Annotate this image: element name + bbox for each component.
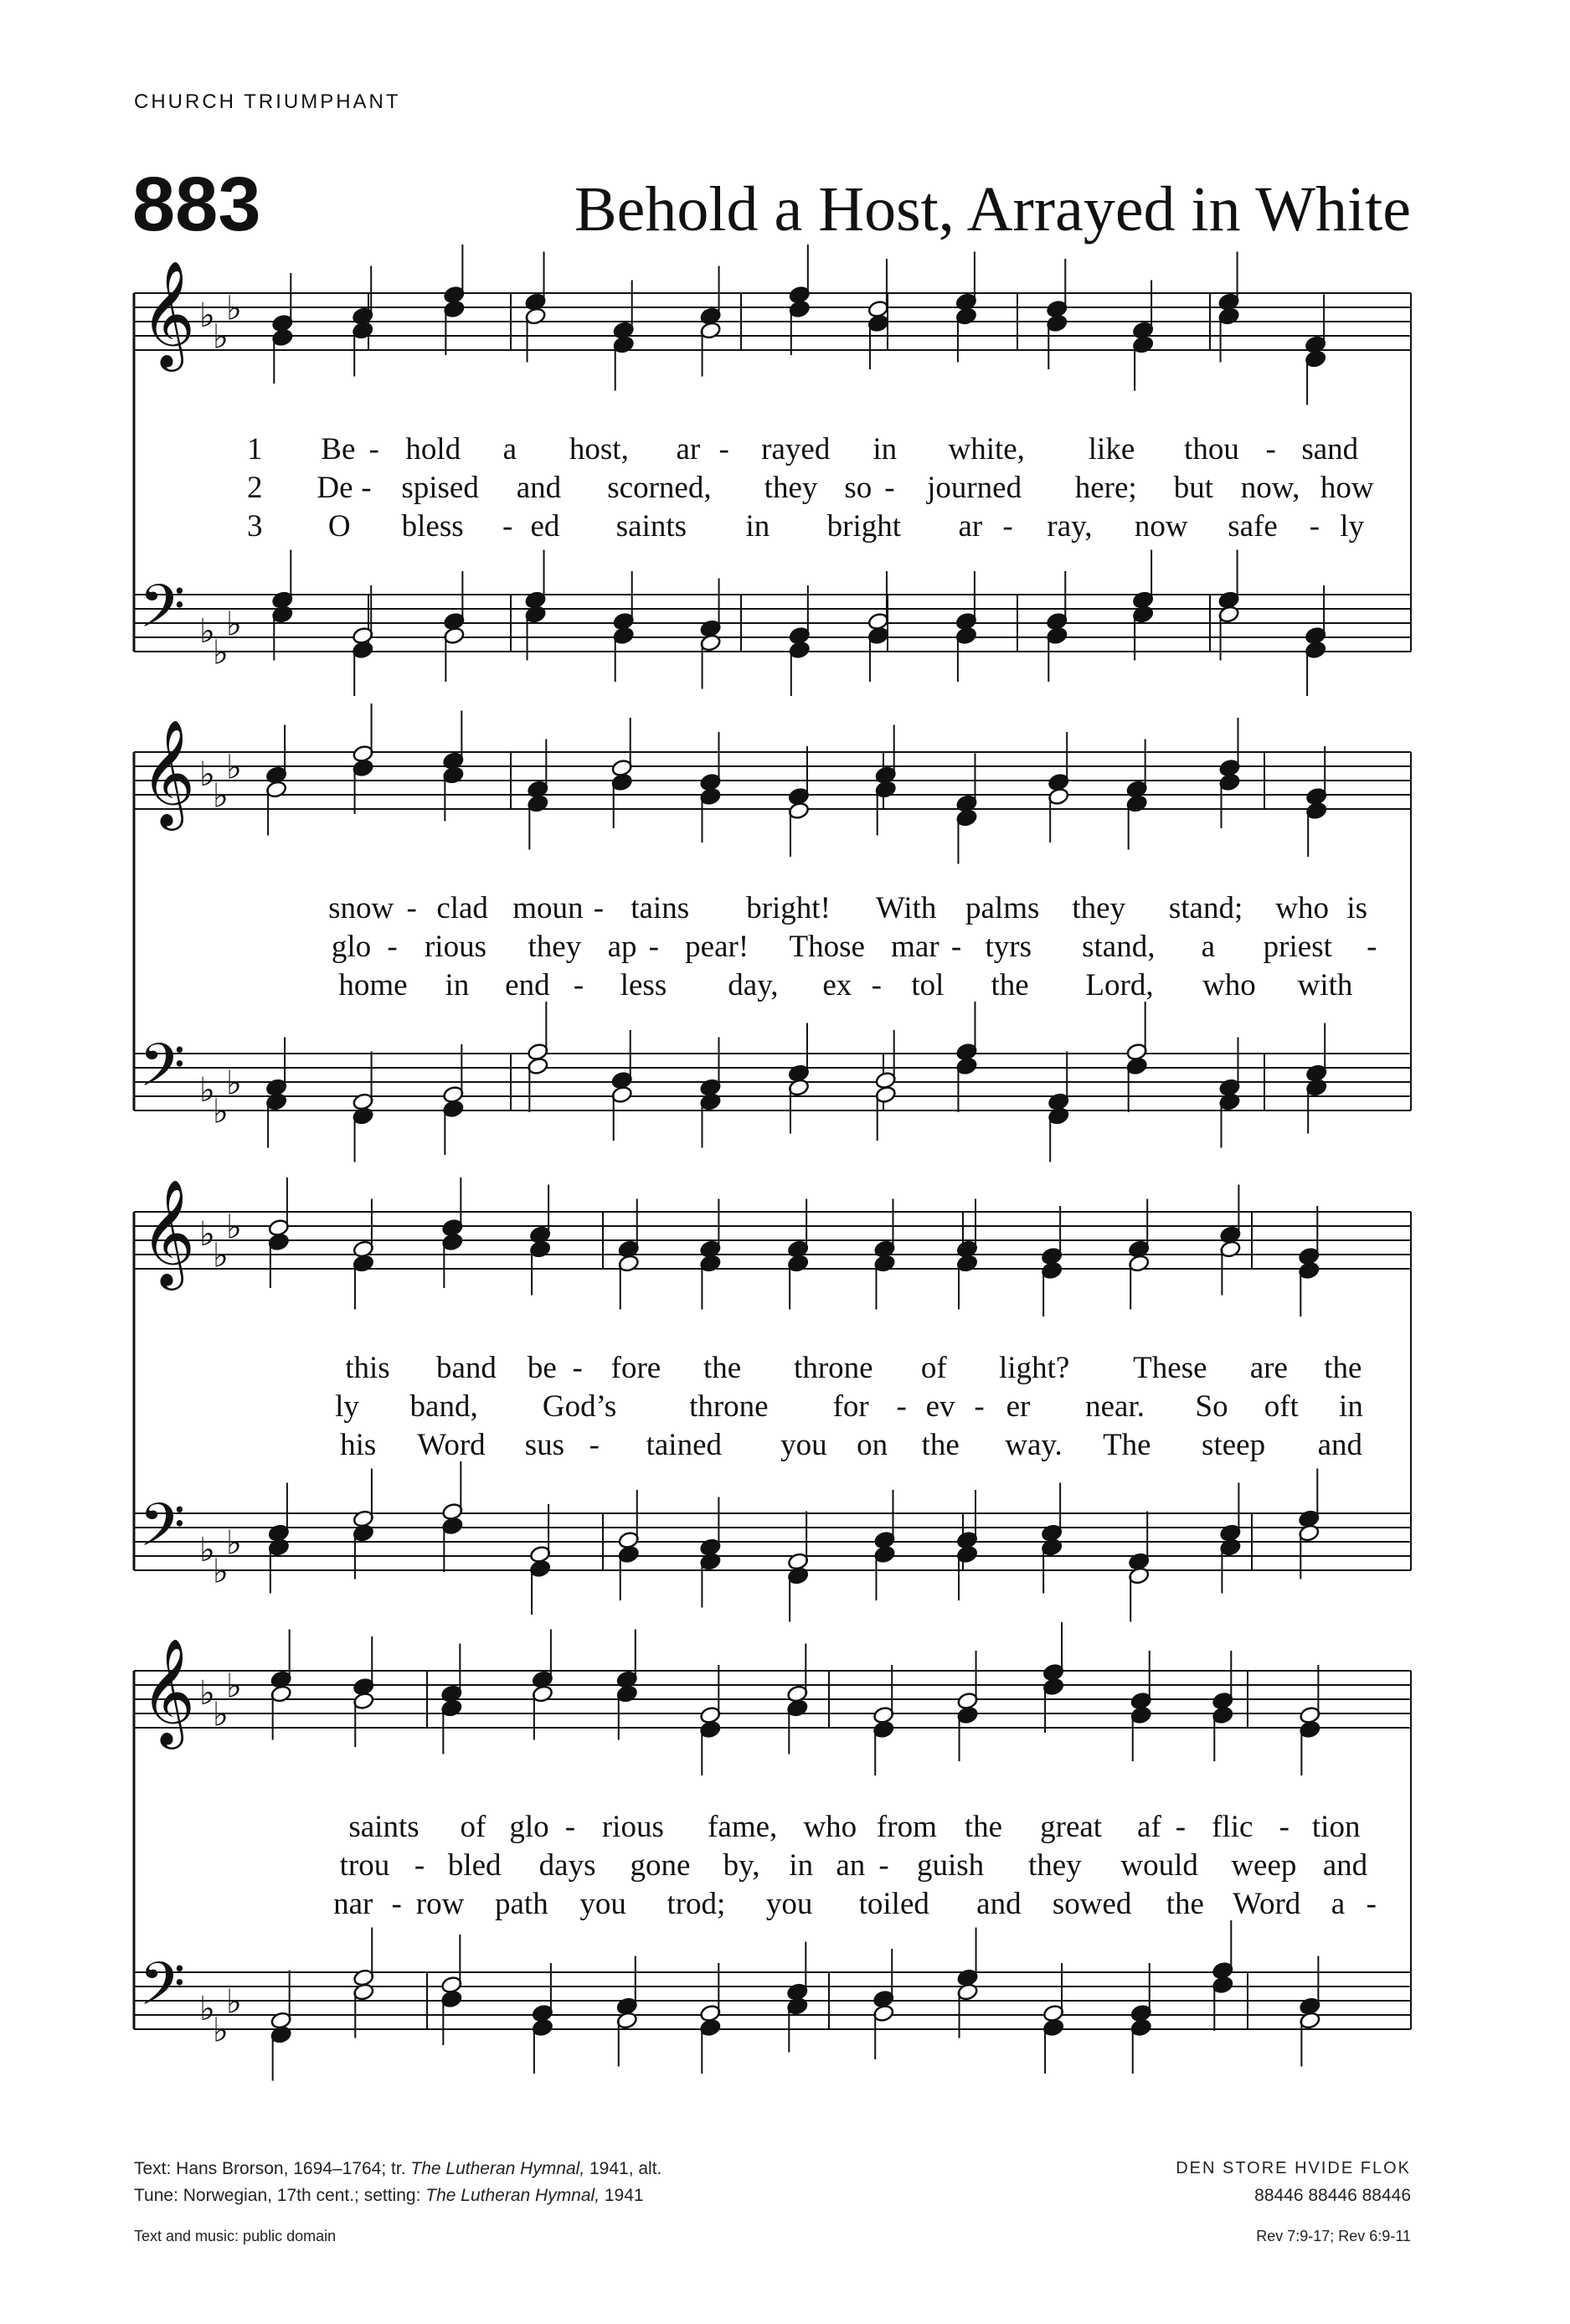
lyric-syllable: they bbox=[1027, 1848, 1082, 1883]
lyric-syllable: Be bbox=[321, 432, 356, 466]
lyric-syllable: are bbox=[1249, 1351, 1288, 1385]
lyric-line bbox=[0, 1886, 1570, 1925]
syllable-hyphen: - bbox=[1279, 1810, 1289, 1844]
lyric-syllable: ar bbox=[958, 509, 983, 544]
syllable-hyphen: - bbox=[573, 968, 584, 1002]
lyric-syllable: now bbox=[1134, 509, 1188, 544]
lyric-syllable: his bbox=[340, 1428, 377, 1462]
lyric-syllable: glo bbox=[509, 1810, 549, 1844]
lyric-syllable: stand, bbox=[1082, 930, 1156, 964]
lyric-syllable: ap bbox=[607, 930, 637, 964]
lyric-syllable: how bbox=[1320, 471, 1374, 505]
lyric-syllable: steep bbox=[1202, 1428, 1266, 1462]
lyric-syllable: they bbox=[528, 930, 582, 964]
lyric-syllable: host, bbox=[569, 432, 629, 466]
lyric-syllable: in bbox=[789, 1848, 814, 1883]
hymn-number: 883 bbox=[132, 162, 261, 247]
lyric-syllable: on bbox=[857, 1428, 888, 1462]
lyric-line bbox=[0, 890, 1570, 929]
lyric-syllable: by, bbox=[723, 1848, 760, 1883]
lyric-syllable: bled bbox=[447, 1848, 502, 1883]
lyric-syllable: De bbox=[317, 471, 353, 505]
lyric-syllable: is bbox=[1346, 891, 1368, 925]
lyric-syllable: the bbox=[921, 1428, 960, 1462]
tune-credit-suffix: 1941 bbox=[600, 2186, 644, 2205]
lyric-syllable: ed bbox=[530, 509, 560, 544]
lyric-syllable: ray, bbox=[1047, 509, 1093, 544]
syllable-hyphen: - bbox=[1265, 432, 1276, 466]
lyric-syllable: of bbox=[460, 1810, 486, 1844]
text-credit-source: The Lutheran Hymnal, bbox=[410, 2159, 585, 2178]
lyric-syllable: toiled bbox=[858, 1887, 929, 1921]
lyric-syllable: home bbox=[338, 968, 408, 1002]
flat-icon: ♭ bbox=[213, 2011, 229, 2050]
lyric-syllable: tyrs bbox=[985, 930, 1032, 964]
flat-icon: ♭ bbox=[199, 1674, 215, 1713]
flat-icon: ♭ bbox=[199, 1215, 215, 1254]
lyric-syllable: days bbox=[538, 1848, 596, 1883]
lyric-syllable: who bbox=[1275, 891, 1329, 925]
lyric-line bbox=[0, 1809, 1570, 1847]
lyric-syllable: journed bbox=[927, 471, 1022, 505]
lyric-syllable: ly bbox=[335, 1389, 359, 1424]
lyric-syllable: weep bbox=[1231, 1848, 1297, 1883]
lyric-syllable: near. bbox=[1085, 1389, 1145, 1424]
lyric-line bbox=[0, 929, 1570, 967]
lyric-syllable: a bbox=[502, 432, 517, 466]
lyric-syllable: ar bbox=[676, 432, 701, 466]
lyric-syllable: Lord, bbox=[1085, 968, 1154, 1002]
lyric-line bbox=[0, 470, 1570, 508]
lyric-syllable: scorned, bbox=[607, 471, 712, 505]
copyright: Text and music: public domain bbox=[134, 2228, 337, 2244]
tune-credit bbox=[134, 2186, 644, 2206]
flat-icon: ♭ bbox=[226, 1982, 242, 2022]
syllable-hyphen: - bbox=[1002, 509, 1013, 544]
lyric-syllable: path bbox=[494, 1887, 548, 1921]
lyric-syllable: safe bbox=[1228, 509, 1278, 544]
flat-icon: ♭ bbox=[199, 1531, 215, 1569]
lyric-syllable: way. bbox=[1005, 1428, 1063, 1462]
verse-number: 3 bbox=[247, 509, 263, 544]
lyric-syllable: moun bbox=[512, 891, 584, 925]
flat-icon: ♭ bbox=[213, 1092, 229, 1131]
lyric-line bbox=[0, 1847, 1570, 1886]
lyric-syllable: rious bbox=[424, 930, 486, 964]
lyric-syllable: less bbox=[620, 968, 667, 1002]
bass-clef-icon: 𝄢 bbox=[139, 1031, 186, 1115]
lyric-syllable: the bbox=[991, 968, 1029, 1002]
syllable-hyphen: - bbox=[593, 891, 605, 925]
lyric-syllable: great bbox=[1040, 1810, 1103, 1844]
lyric-syllable: priest bbox=[1263, 930, 1332, 964]
lyric-syllable: clad bbox=[436, 891, 488, 925]
lyric-line bbox=[0, 1350, 1570, 1389]
lyric-syllable: the bbox=[964, 1810, 1003, 1844]
flat-icon: ♭ bbox=[226, 748, 242, 787]
lyric-syllable: These bbox=[1133, 1351, 1207, 1385]
lyric-syllable: spised bbox=[401, 471, 479, 505]
lyric-syllable: throne bbox=[794, 1351, 873, 1385]
flat-icon: ♭ bbox=[213, 317, 229, 357]
syllable-hyphen: - bbox=[1367, 930, 1377, 964]
lyric-syllable: trou bbox=[339, 1848, 390, 1883]
lyric-syllable: fore bbox=[610, 1351, 661, 1385]
lyric-syllable: from bbox=[876, 1810, 937, 1844]
lyric-syllable: tion bbox=[1311, 1810, 1361, 1844]
flat-icon: ♭ bbox=[213, 776, 229, 816]
lyric-syllable: but bbox=[1173, 471, 1214, 505]
lyric-syllable: The bbox=[1103, 1428, 1151, 1462]
lyric-syllable: an bbox=[836, 1848, 866, 1883]
lyric-syllable: glo bbox=[331, 930, 372, 964]
lyric-syllable: rayed bbox=[761, 432, 831, 466]
lyric-syllable: Word bbox=[417, 1428, 486, 1462]
hymn-title: Behold a Host, Arrayed in White bbox=[574, 174, 1411, 245]
flat-icon: ♭ bbox=[226, 1208, 242, 1247]
lyric-syllable: tains bbox=[631, 891, 690, 925]
lyric-syllable: saints bbox=[348, 1810, 420, 1844]
lyric-syllable: er bbox=[1006, 1389, 1031, 1424]
syllable-hyphen: - bbox=[1309, 509, 1320, 544]
treble-clef-icon: 𝄞 bbox=[141, 719, 196, 826]
lyric-syllable: of bbox=[920, 1351, 947, 1385]
lyric-syllable: in bbox=[445, 968, 470, 1002]
lyric-syllable: you bbox=[579, 1887, 626, 1921]
lyric-syllable: row bbox=[415, 1887, 465, 1921]
tune-credit-prefix: Tune: Norwegian, 17th cent.; setting: bbox=[134, 2186, 426, 2205]
lyric-syllable: who bbox=[803, 1810, 857, 1844]
lyric-syllable: light? bbox=[999, 1351, 1070, 1385]
lyric-syllable: With bbox=[875, 891, 937, 925]
lyric-syllable: like bbox=[1088, 432, 1135, 466]
syllable-hyphen: - bbox=[589, 1428, 600, 1462]
lyric-syllable: fame, bbox=[708, 1810, 778, 1844]
lyric-syllable: who bbox=[1202, 968, 1256, 1002]
lyric-syllable: So bbox=[1195, 1389, 1228, 1424]
flat-icon: ♭ bbox=[199, 612, 215, 651]
lyric-line bbox=[0, 431, 1570, 470]
syllable-hyphen: - bbox=[564, 1810, 576, 1844]
syllable-hyphen: - bbox=[572, 1351, 583, 1385]
lyric-syllable: mar bbox=[891, 930, 939, 964]
flat-icon: ♭ bbox=[226, 605, 242, 644]
section-label: CHURCH TRIUMPHANT bbox=[134, 90, 401, 113]
scripture: Rev 7:9-17; Rev 6:9-11 bbox=[1256, 2228, 1411, 2244]
lyric-syllable: you bbox=[780, 1428, 827, 1462]
lyric-syllable: Those bbox=[789, 930, 865, 964]
text-credit-prefix: Text: Hans Brorson, 1694–1764; tr. bbox=[134, 2159, 411, 2178]
lyric-syllable: so bbox=[844, 471, 873, 505]
lyric-syllable: in bbox=[745, 509, 770, 544]
lyric-syllable: tol bbox=[911, 968, 945, 1002]
syllable-hyphen: - bbox=[648, 930, 659, 964]
syllable-hyphen: - bbox=[361, 471, 372, 505]
syllable-hyphen: - bbox=[406, 891, 417, 925]
verse-number: 2 bbox=[247, 471, 263, 505]
syllable-hyphen: - bbox=[502, 509, 513, 544]
lyric-syllable: bright bbox=[826, 509, 902, 544]
syllable-hyphen: - bbox=[974, 1389, 985, 1424]
lyric-syllable: for bbox=[832, 1389, 869, 1424]
meter: 88446 88446 88446 bbox=[1254, 2186, 1411, 2205]
lyric-syllable: band bbox=[435, 1351, 497, 1385]
flat-icon: ♭ bbox=[199, 296, 215, 335]
lyric-syllable: af bbox=[1137, 1810, 1161, 1844]
lyric-syllable: a bbox=[1331, 1887, 1346, 1921]
lyric-syllable: they bbox=[1072, 891, 1126, 925]
lyric-syllable: and bbox=[976, 1887, 1022, 1921]
lyric-syllable: here; bbox=[1074, 471, 1137, 505]
lyric-syllable: you bbox=[765, 1887, 813, 1921]
lyric-syllable: guish bbox=[916, 1848, 985, 1883]
tune-name: DEN STORE HVIDE FLOK bbox=[1176, 2159, 1411, 2177]
syllable-hyphen: - bbox=[387, 930, 398, 964]
lyric-syllable: this bbox=[345, 1351, 390, 1385]
syllable-hyphen: - bbox=[391, 1887, 402, 1921]
treble-clef-icon: 𝄞 bbox=[141, 1637, 196, 1744]
lyric-syllable: snow bbox=[328, 891, 394, 925]
lyric-syllable: band, bbox=[409, 1389, 478, 1424]
lyric-syllable: bless bbox=[401, 509, 464, 544]
flat-icon: ♭ bbox=[213, 1695, 229, 1734]
lyric-syllable: end bbox=[505, 968, 550, 1002]
syllable-hyphen: - bbox=[368, 432, 379, 466]
flat-icon: ♭ bbox=[199, 1071, 215, 1110]
lyric-syllable: flic bbox=[1212, 1810, 1253, 1844]
syllable-hyphen: - bbox=[414, 1848, 425, 1883]
flat-icon: ♭ bbox=[226, 1523, 242, 1563]
lyric-syllable: and bbox=[1322, 1848, 1368, 1883]
lyric-syllable: day, bbox=[728, 968, 779, 1002]
syllable-hyphen: - bbox=[878, 1848, 889, 1883]
lyric-syllable: the bbox=[703, 1351, 742, 1385]
lyric-syllable: hold bbox=[405, 432, 461, 466]
treble-clef-icon: 𝄞 bbox=[141, 1178, 196, 1286]
tune-credit-source: The Lutheran Hymnal, bbox=[425, 2186, 600, 2205]
lyric-syllable: a bbox=[1201, 930, 1216, 964]
flat-icon: ♭ bbox=[213, 1552, 229, 1591]
lyric-syllable: the bbox=[1324, 1351, 1362, 1385]
bass-clef-icon: 𝄢 bbox=[139, 1950, 186, 2033]
flat-icon: ♭ bbox=[199, 755, 215, 794]
lyric-syllable: ly bbox=[1340, 509, 1365, 544]
lyric-syllable: Word bbox=[1233, 1887, 1301, 1921]
verse-number: 1 bbox=[247, 432, 263, 466]
flat-icon: ♭ bbox=[213, 633, 229, 672]
lyric-syllable: stand; bbox=[1168, 891, 1243, 925]
lyric-syllable: thou bbox=[1184, 432, 1239, 466]
lyric-syllable: the bbox=[1166, 1887, 1204, 1921]
lyric-syllable: sus bbox=[524, 1428, 564, 1462]
flat-icon: ♭ bbox=[226, 289, 242, 328]
syllable-hyphen: - bbox=[718, 432, 729, 466]
lyric-syllable: tained bbox=[646, 1428, 722, 1462]
bass-clef-icon: 𝄢 bbox=[139, 1491, 186, 1574]
lyric-syllable: ex bbox=[822, 968, 852, 1002]
lyric-line bbox=[0, 1389, 1570, 1427]
lyric-syllable: sowed bbox=[1052, 1887, 1132, 1921]
lyric-syllable: bright! bbox=[746, 891, 831, 925]
syllable-hyphen: - bbox=[896, 1389, 907, 1424]
lyric-syllable: ev bbox=[925, 1389, 955, 1424]
lyric-syllable: and bbox=[1317, 1428, 1362, 1462]
lyric-syllable: white, bbox=[948, 432, 1025, 466]
lyric-syllable: throne bbox=[689, 1389, 769, 1424]
lyric-syllable: God’s bbox=[542, 1389, 617, 1424]
lyric-syllable: they bbox=[764, 471, 818, 505]
flat-icon: ♭ bbox=[226, 1667, 242, 1706]
lyric-syllable: with bbox=[1297, 968, 1353, 1002]
lyric-syllable: palms bbox=[965, 891, 1040, 925]
text-credit-suffix: 1941, alt. bbox=[584, 2159, 662, 2178]
flat-icon: ♭ bbox=[226, 1064, 242, 1103]
lyric-line bbox=[0, 967, 1570, 1006]
lyric-syllable: trod; bbox=[667, 1887, 726, 1921]
bass-clef-icon: 𝄢 bbox=[139, 572, 186, 656]
lyric-syllable: gone bbox=[630, 1848, 691, 1883]
lyric-syllable: in bbox=[873, 432, 898, 466]
lyric-line bbox=[0, 1427, 1570, 1466]
lyric-syllable: nar bbox=[333, 1887, 373, 1921]
syllable-hyphen: - bbox=[1175, 1810, 1187, 1844]
flat-icon: ♭ bbox=[213, 1236, 229, 1275]
lyric-syllable: saints bbox=[615, 509, 687, 544]
syllable-hyphen: - bbox=[884, 471, 895, 505]
lyric-syllable: pear! bbox=[685, 930, 749, 964]
lyric-syllable: rious bbox=[601, 1810, 664, 1844]
lyric-line bbox=[0, 508, 1570, 547]
treble-clef-icon: 𝄞 bbox=[141, 260, 196, 367]
syllable-hyphen: - bbox=[950, 930, 962, 964]
text-credit bbox=[134, 2159, 661, 2179]
lyric-syllable: now, bbox=[1240, 471, 1300, 505]
lyric-syllable: oft bbox=[1264, 1389, 1299, 1424]
lyric-syllable: be bbox=[527, 1351, 557, 1385]
lyric-syllable: O bbox=[327, 509, 351, 544]
syllable-hyphen: - bbox=[871, 968, 882, 1002]
lyric-syllable: in bbox=[1339, 1389, 1363, 1424]
lyric-syllable: would bbox=[1120, 1848, 1198, 1883]
lyric-syllable: and bbox=[516, 471, 562, 505]
syllable-hyphen: - bbox=[1366, 1887, 1377, 1921]
lyric-syllable: sand bbox=[1301, 432, 1359, 466]
flat-icon: ♭ bbox=[199, 1990, 215, 2028]
